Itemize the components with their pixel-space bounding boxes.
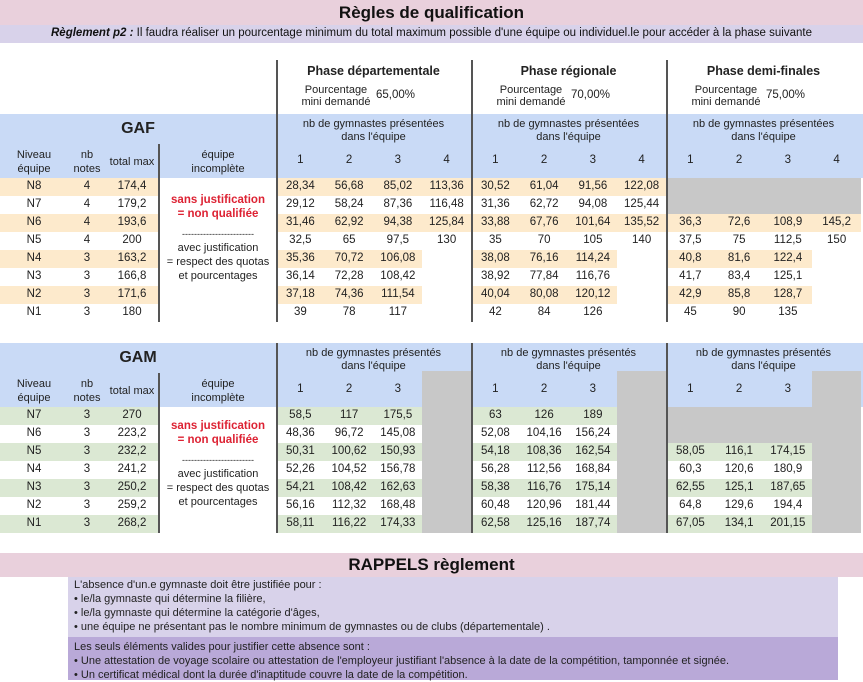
total-max-cell: 171,6: [117, 288, 147, 300]
rappel-line: L'absence d'un.e gymnaste doit être justifiée pour :: [74, 579, 322, 591]
total-max-cell: 166,8: [117, 270, 147, 282]
threshold-value: 61,04: [529, 180, 559, 192]
threshold-value: 85,02: [383, 180, 413, 192]
threshold-value: 38,92: [480, 270, 510, 282]
threshold-value: 58,5: [289, 409, 312, 421]
percentage-label-line1: Pourcentage: [499, 84, 563, 96]
niveau-cell: N5: [26, 445, 42, 457]
threshold-value: 42,9: [679, 288, 702, 300]
sans-justification: sans justification: [171, 194, 265, 206]
count-header: 1: [297, 383, 304, 395]
nb-notes-cell: 3: [83, 252, 91, 264]
threshold-value: 162,63: [380, 481, 416, 493]
rappels-title-rest: règlement: [428, 555, 515, 574]
rappels-absence-box: [68, 577, 838, 637]
threshold-value: 168,48: [380, 499, 416, 511]
column-divider: [158, 144, 160, 322]
threshold-value: 94,08: [578, 198, 608, 210]
threshold-value: 39: [293, 306, 307, 318]
na-column: [422, 371, 471, 533]
threshold-value: 62,92: [334, 216, 364, 228]
header-nb-notes: nb: [80, 149, 94, 161]
threshold-value: 63: [488, 409, 502, 421]
threshold-value: 201,15: [770, 517, 806, 529]
page-title: Règles de qualification: [0, 0, 863, 25]
threshold-value: 94,38: [383, 216, 413, 228]
threshold-value: 42: [488, 306, 502, 318]
threshold-value: 129,6: [724, 499, 754, 511]
nb-notes-cell: 4: [83, 216, 91, 228]
threshold-value: 81,6: [727, 252, 751, 264]
threshold-value: 96,72: [334, 427, 364, 439]
threshold-value: 187,74: [575, 517, 611, 529]
gam-dans-equipe-header: dans l'équipe: [341, 360, 406, 372]
threshold-value: 35: [488, 234, 502, 246]
count-header: 3: [589, 383, 597, 395]
avec-justification: avec justification: [177, 242, 259, 254]
total-max-cell: 270: [122, 409, 142, 421]
threshold-value: 38,08: [480, 252, 510, 264]
na-cell: [666, 196, 861, 214]
column-divider: [471, 343, 473, 533]
threshold-value: 31,46: [285, 216, 315, 228]
threshold-value: 175,14: [575, 481, 611, 493]
threshold-value: 67,76: [529, 216, 559, 228]
count-header: 2: [345, 154, 353, 166]
threshold-value: 78: [342, 306, 356, 318]
count-header: 2: [540, 383, 548, 395]
nb-notes-cell: 3: [83, 270, 91, 282]
threshold-value: 62,58: [480, 517, 510, 529]
gaf-title: GAF: [121, 120, 155, 137]
rappels-title-bold: RAPPELS: [348, 555, 429, 574]
header-nb-notes: nb: [80, 378, 94, 390]
threshold-value: 65: [342, 234, 356, 246]
rappel-line: • une équipe ne présentant pas le nombre minimum de gymnastes ou de clubs (départementale) .: [74, 621, 550, 633]
header-niveau-2: équipe: [17, 392, 51, 404]
threshold-value: 60,48: [480, 499, 510, 511]
count-header: 3: [394, 154, 402, 166]
threshold-value: 112,5: [773, 234, 802, 246]
et-pourcentages: et pourcentages: [178, 496, 258, 508]
niveau-cell: N4: [26, 463, 42, 475]
dash-separator: ------------------------: [182, 229, 254, 239]
threshold-value: 156,78: [380, 463, 416, 475]
threshold-value: 41,7: [679, 270, 702, 282]
count-header: 2: [345, 383, 353, 395]
threshold-value: 168,84: [575, 463, 611, 475]
threshold-value: 72,6: [727, 216, 751, 228]
threshold-value: 125,16: [526, 517, 562, 529]
threshold-value: 116,76: [575, 270, 611, 282]
niveau-cell: N5: [26, 234, 42, 246]
non-qualifiee: = non qualifiée: [177, 434, 259, 446]
na-column: [812, 371, 861, 533]
niveau-cell: N4: [26, 252, 42, 264]
nb-notes-cell: 3: [83, 427, 91, 439]
percentage-label-line1: Pourcentage: [304, 84, 368, 96]
nb-notes-cell: 3: [83, 409, 91, 421]
threshold-value: 175,5: [383, 409, 413, 421]
threshold-value: 32,5: [289, 234, 312, 246]
threshold-value: 70,72: [334, 252, 364, 264]
rule-label: Règlement p2 :: [51, 27, 134, 39]
na-cell: [666, 407, 861, 425]
gam-nb-gymnastes-header: nb de gymnastes présentés: [695, 347, 832, 359]
threshold-value: 58,38: [480, 481, 510, 493]
phase-title: Phase départementale: [307, 64, 440, 78]
threshold-value: 97,5: [386, 234, 410, 246]
total-max-cell: 223,2: [117, 427, 147, 439]
threshold-value: 122,4: [773, 252, 803, 264]
threshold-value: 31,36: [480, 198, 510, 210]
threshold-value: 77,84: [529, 270, 559, 282]
percentage-value: 65,00%: [376, 89, 416, 101]
threshold-value: 108,36: [526, 445, 562, 457]
nb-notes-cell: 3: [83, 499, 91, 511]
threshold-value: 126: [534, 409, 554, 421]
niveau-cell: N1: [26, 517, 42, 529]
count-header: 4: [638, 154, 645, 166]
threshold-value: 113,36: [429, 180, 464, 192]
threshold-value: 174,33: [380, 517, 416, 529]
niveau-cell: N6: [26, 216, 42, 228]
threshold-value: 150: [827, 234, 847, 246]
header-total-max: total max: [109, 385, 155, 397]
threshold-value: 54,21: [285, 481, 315, 493]
gaf-dans-equipe-header: dans l'équipe: [536, 131, 601, 143]
threshold-value: 56,68: [334, 180, 364, 192]
gaf-nb-gymnastes-header: nb de gymnastes présentées: [692, 118, 835, 130]
threshold-value: 85,8: [727, 288, 751, 300]
header-nb-notes-2: notes: [73, 392, 101, 404]
threshold-value: 62,72: [529, 198, 559, 210]
nb-notes-cell: 3: [83, 445, 91, 457]
threshold-value: 72,28: [334, 270, 364, 282]
count-header: 4: [833, 154, 840, 166]
threshold-value: 36,14: [285, 270, 315, 282]
threshold-value: 116,1: [725, 445, 754, 457]
threshold-value: 30,52: [480, 180, 510, 192]
header-total-max: total max: [109, 156, 155, 168]
gam-nb-gymnastes-header: nb de gymnastes présentés: [305, 347, 442, 359]
header-niveau: Niveau: [16, 149, 52, 161]
threshold-value: 74,36: [334, 288, 364, 300]
gaf-dans-equipe-header: dans l'équipe: [731, 131, 796, 143]
nb-notes-cell: 3: [83, 463, 91, 475]
threshold-value: 112,56: [526, 463, 562, 475]
header-equipe-incomplete: équipe: [201, 149, 235, 161]
threshold-value: 135,52: [624, 216, 660, 228]
percentage-value: 70,00%: [571, 89, 611, 101]
rule-banner: [0, 25, 863, 43]
nb-notes-cell: 4: [83, 180, 91, 192]
count-header: 3: [784, 154, 792, 166]
threshold-value: 75: [732, 234, 746, 246]
column-divider: [158, 373, 160, 533]
threshold-value: 56,28: [480, 463, 510, 475]
threshold-value: 111,54: [381, 288, 415, 300]
threshold-value: 58,24: [334, 198, 364, 210]
total-max-cell: 180: [122, 306, 142, 318]
phase-title: Phase demi-finales: [706, 64, 821, 78]
nb-notes-cell: 3: [83, 481, 91, 493]
threshold-value: 56,16: [285, 499, 315, 511]
header-equipe-incomplete-2: incomplète: [191, 163, 245, 175]
threshold-value: 37,5: [679, 234, 702, 246]
threshold-value: 122,08: [624, 180, 660, 192]
threshold-value: 87,36: [383, 198, 413, 210]
rule-text: Il faudra réaliser un pourcentage minimum du total maximum possible d'une équipe ou individuel.le pour accéder à la phase suivante: [133, 27, 812, 39]
threshold-value: 156,24: [575, 427, 611, 439]
threshold-value: 194,4: [773, 499, 803, 511]
rappel-line: • Une attestation de voyage scolaire ou attestation de l'employeur justifiant l'absence à la date de la compétition, tamponnée et signée.: [74, 655, 730, 667]
threshold-value: 58,11: [286, 517, 315, 529]
threshold-value: 90: [732, 306, 746, 318]
threshold-value: 29,12: [285, 198, 315, 210]
count-header: 3: [394, 383, 402, 395]
threshold-value: 162,54: [575, 445, 611, 457]
respect-quotas: = respect des quotas: [166, 482, 270, 494]
threshold-value: 33,88: [480, 216, 510, 228]
count-header: 3: [784, 383, 792, 395]
threshold-value: 116,76: [526, 481, 562, 493]
nb-notes-cell: 3: [83, 288, 91, 300]
gaf-nb-gymnastes-header: nb de gymnastes présentées: [302, 118, 445, 130]
threshold-value: 125,1: [773, 270, 803, 282]
count-header: 2: [540, 154, 548, 166]
threshold-value: 104,16: [526, 427, 562, 439]
percentage-value: 75,00%: [766, 89, 806, 101]
threshold-value: 60,3: [679, 463, 702, 475]
sans-justification: sans justification: [171, 420, 265, 432]
threshold-value: 37,18: [285, 288, 315, 300]
column-divider: [666, 343, 668, 533]
threshold-value: 125,84: [429, 216, 465, 228]
total-max-cell: 174,4: [117, 180, 147, 192]
gam-title: GAM: [119, 349, 157, 366]
threshold-value: 150,93: [380, 445, 416, 457]
threshold-value: 187,65: [770, 481, 806, 493]
threshold-value: 48,36: [285, 427, 315, 439]
column-divider: [471, 114, 473, 322]
threshold-value: 125,44: [624, 198, 660, 210]
dash-separator: ------------------------: [182, 455, 254, 465]
threshold-value: 134,1: [724, 517, 754, 529]
total-max-cell: 250,2: [117, 481, 147, 493]
threshold-value: 80,08: [529, 288, 559, 300]
phase-title: Phase régionale: [520, 64, 617, 78]
threshold-value: 117: [339, 409, 359, 421]
threshold-value: 189: [583, 409, 603, 421]
niveau-cell: N3: [26, 270, 42, 282]
count-header: 1: [687, 383, 694, 395]
threshold-value: 180,9: [773, 463, 803, 475]
threshold-value: 101,64: [575, 216, 611, 228]
threshold-value: 174,15: [770, 445, 806, 457]
count-header: 1: [687, 154, 694, 166]
niveau-cell: N3: [26, 481, 42, 493]
na-cell: [666, 178, 861, 196]
threshold-value: 135: [778, 306, 798, 318]
threshold-value: 40,04: [480, 288, 510, 300]
threshold-value: 100,62: [331, 445, 367, 457]
total-max-cell: 200: [122, 234, 142, 246]
threshold-value: 116,48: [429, 198, 464, 210]
threshold-value: 125,1: [724, 481, 754, 493]
gaf-dans-equipe-header: dans l'équipe: [341, 131, 406, 143]
count-header: 2: [735, 383, 743, 395]
threshold-value: 45: [683, 306, 697, 318]
rappel-line: Les seuls éléments valides pour justifier cette absence sont :: [74, 641, 370, 653]
na-column: [617, 371, 666, 533]
column-divider: [276, 60, 278, 114]
niveau-cell: N2: [26, 499, 42, 511]
threshold-value: 36,3: [679, 216, 702, 228]
niveau-cell: N2: [26, 288, 42, 300]
count-header: 1: [492, 154, 499, 166]
total-max-cell: 259,2: [117, 499, 147, 511]
nb-notes-cell: 3: [83, 517, 91, 529]
threshold-value: 145,2: [822, 216, 852, 228]
threshold-value: 35,36: [285, 252, 315, 264]
column-divider: [471, 60, 473, 114]
threshold-value: 114,24: [575, 252, 611, 264]
percentage-label-line1: Pourcentage: [694, 84, 758, 96]
threshold-value: 83,4: [727, 270, 751, 282]
rappel-line: • le/la gymnaste qui détermine la filière,: [74, 593, 266, 605]
column-divider: [666, 60, 668, 114]
threshold-value: 58,05: [675, 445, 705, 457]
threshold-value: 91,56: [578, 180, 608, 192]
threshold-value: 40,8: [679, 252, 702, 264]
threshold-value: 117: [388, 306, 408, 318]
gam-dans-equipe-header: dans l'équipe: [536, 360, 601, 372]
niveau-cell: N1: [26, 306, 42, 318]
threshold-value: 50,31: [285, 445, 315, 457]
et-pourcentages: et pourcentages: [178, 270, 258, 282]
threshold-value: 70: [537, 234, 551, 246]
threshold-value: 108,42: [380, 270, 416, 282]
nb-notes-cell: 4: [83, 198, 91, 210]
threshold-value: 112,32: [331, 499, 367, 511]
threshold-value: 181,44: [575, 499, 611, 511]
threshold-value: 120,12: [575, 288, 611, 300]
column-divider: [276, 343, 278, 533]
total-max-cell: 241,2: [117, 463, 147, 475]
count-header: 4: [443, 154, 450, 166]
header-nb-notes-2: notes: [73, 163, 101, 175]
column-divider: [666, 114, 668, 322]
threshold-value: 105: [583, 234, 603, 246]
rappels-justification-box: [68, 637, 838, 680]
count-header: 1: [297, 154, 304, 166]
gam-dans-equipe-header: dans l'équipe: [731, 360, 796, 372]
threshold-value: 145,08: [380, 427, 416, 439]
threshold-value: 54,18: [480, 445, 510, 457]
rappel-line: • le/la gymnaste qui détermine la catégorie d'âges,: [74, 607, 320, 619]
header-equipe-incomplete: équipe: [201, 378, 235, 390]
nb-notes-cell: 3: [83, 306, 91, 318]
threshold-value: 104,52: [331, 463, 367, 475]
threshold-value: 108,42: [331, 481, 367, 493]
percentage-label-line2: mini demandé: [301, 96, 371, 108]
total-max-cell: 163,2: [117, 252, 147, 264]
gaf-nb-gymnastes-header: nb de gymnastes présentées: [497, 118, 640, 130]
threshold-value: 120,6: [724, 463, 754, 475]
niveau-cell: N6: [26, 427, 42, 439]
header-equipe-incomplete-2: incomplète: [191, 392, 245, 404]
percentage-label-line2: mini demandé: [691, 96, 761, 108]
threshold-value: 106,08: [380, 252, 416, 264]
threshold-value: 28,34: [285, 180, 315, 192]
na-cell: [666, 425, 861, 443]
threshold-value: 120,96: [526, 499, 562, 511]
threshold-value: 130: [437, 234, 457, 246]
avec-justification: avec justification: [177, 468, 259, 480]
threshold-value: 128,7: [773, 288, 803, 300]
gam-nb-gymnastes-header: nb de gymnastes présentés: [500, 347, 637, 359]
niveau-cell: N7: [26, 409, 42, 421]
total-max-cell: 179,2: [117, 198, 147, 210]
niveau-cell: N7: [26, 198, 42, 210]
header-niveau: Niveau: [16, 378, 52, 390]
threshold-value: 140: [632, 234, 652, 246]
total-max-cell: 268,2: [117, 517, 147, 529]
percentage-label-line2: mini demandé: [496, 96, 566, 108]
threshold-value: 76,16: [529, 252, 559, 264]
respect-quotas: = respect des quotas: [166, 256, 270, 268]
threshold-value: 84: [537, 306, 551, 318]
threshold-value: 52,26: [285, 463, 315, 475]
column-divider: [276, 114, 278, 322]
threshold-value: 52,08: [480, 427, 510, 439]
count-header: 2: [735, 154, 743, 166]
threshold-value: 62,55: [675, 481, 705, 493]
threshold-value: 116,22: [331, 517, 367, 529]
niveau-cell: N8: [26, 180, 42, 192]
total-max-cell: 193,6: [117, 216, 147, 228]
nb-notes-cell: 4: [83, 234, 91, 246]
rappel-line: • Un certificat médical dont la durée d'inaptitude couvre la date de la compétition.: [74, 669, 468, 681]
threshold-value: 108,9: [773, 216, 803, 228]
count-header: 3: [589, 154, 597, 166]
rappels-title: [0, 553, 863, 577]
total-max-cell: 232,2: [117, 445, 147, 457]
non-qualifiee: = non qualifiée: [177, 208, 259, 220]
threshold-value: 126: [583, 306, 603, 318]
header-niveau-2: équipe: [17, 163, 51, 175]
count-header: 1: [492, 383, 499, 395]
threshold-value: 67,05: [675, 517, 705, 529]
threshold-value: 64,8: [679, 499, 702, 511]
